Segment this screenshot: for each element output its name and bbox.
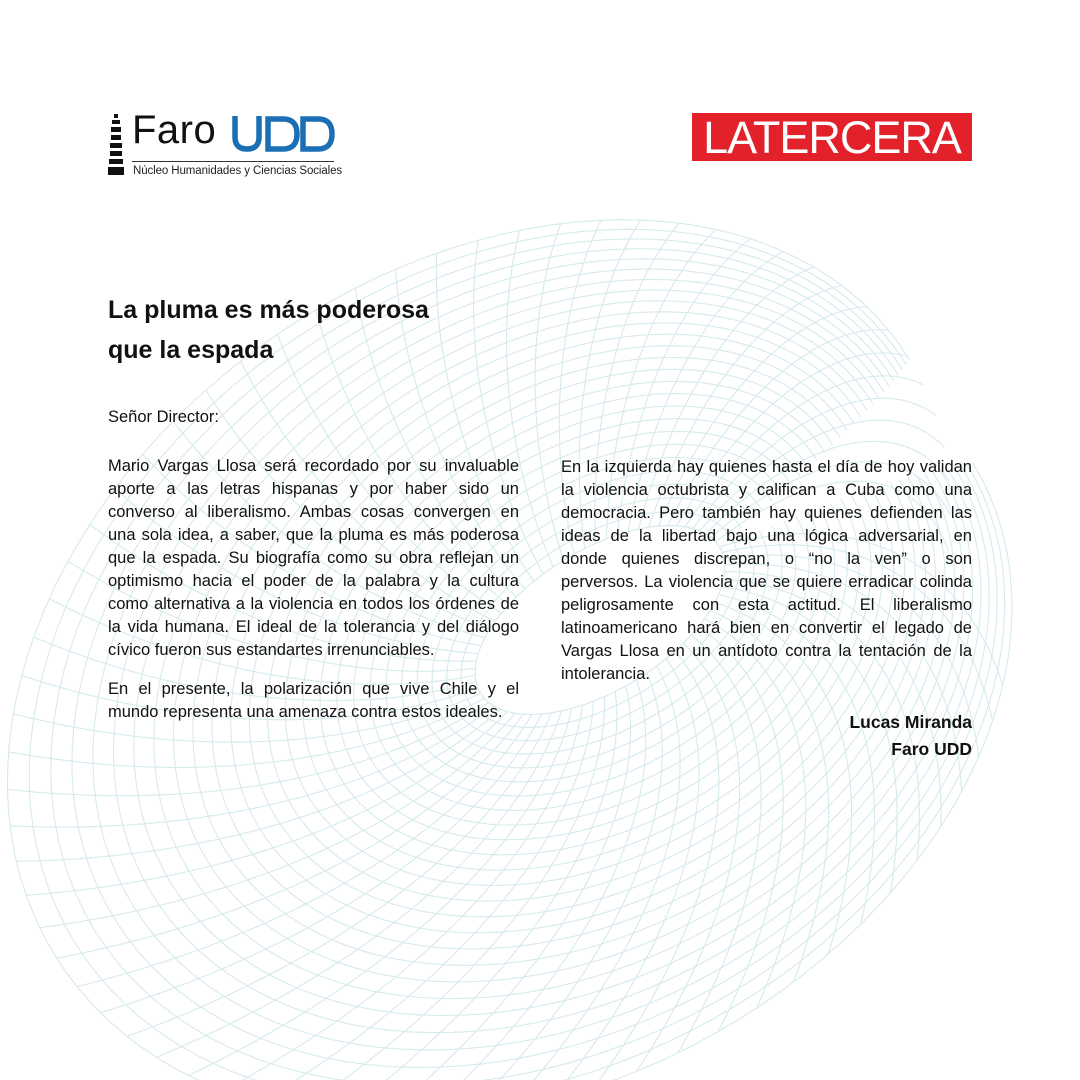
logo-divider <box>132 161 334 162</box>
wave-spoke <box>101 714 542 1013</box>
faro-udd-logo <box>108 108 343 182</box>
right-column <box>561 456 972 702</box>
paragraph: En la izquierda hay quienes hasta el día de hoy validan la violencia octubrista y califican a Cuba como una democracia. Pero también hay quienes defienden las ideas de la libertad bajo una lógica adversarial, en donde quienes discrepan, o “no la ven” o son perversos. La violencia que se quiere erradicar colinda peligrosamente con esta actitud. El liberalismo latinoamericano hará bien en convertir el legado de Vargas Llosa en un antídoto contra la tentación de la intolerancia. <box>561 458 972 683</box>
faro-wordmark: Faro <box>132 108 217 152</box>
left-column <box>108 455 519 740</box>
wave-spoke <box>260 701 594 1080</box>
wave-spoke <box>637 643 740 1071</box>
wave-spoke <box>77 714 532 986</box>
wave-spoke <box>535 224 563 561</box>
title-line-2: que la espada <box>108 336 274 364</box>
paragraph: En el presente, la polarización que vive Chile y el mundo representa una amenaza contra estos ideales. <box>108 680 519 721</box>
la-tercera-logo: LATERCERA <box>692 113 972 161</box>
title-line-1: La pluma es más poderosa <box>108 296 429 324</box>
faro-subtitle: Núcleo Humanidades y Ciencias Sociales <box>133 165 343 177</box>
salutation: Señor Director: <box>108 408 219 426</box>
article-title <box>108 290 608 370</box>
author-affiliation: Faro UDD <box>891 739 972 759</box>
udd-wordmark <box>231 115 335 153</box>
lighthouse-icon <box>108 114 124 176</box>
signature <box>849 709 972 763</box>
wave-spoke <box>189 708 572 1075</box>
paragraph: Mario Vargas Llosa será recordado por su invaluable aporte a las letras hispanas y por haber sido un converso al liberalismo. Ambas cosas convergen en una sola idea, a saber, que la pluma es más poderosa que la espada. Su biografía como su obra reflejan un optimismo hacia el poder de la palabra y la cultura como alternativa a la violencia en todos los órdenes de la vida humana. El ideal de la tolerancia y del diálogo cívico fueron sus estandartes irrenunciables. <box>108 457 519 659</box>
wave-spoke <box>338 692 617 1080</box>
author-name: Lucas Miranda <box>849 712 972 732</box>
